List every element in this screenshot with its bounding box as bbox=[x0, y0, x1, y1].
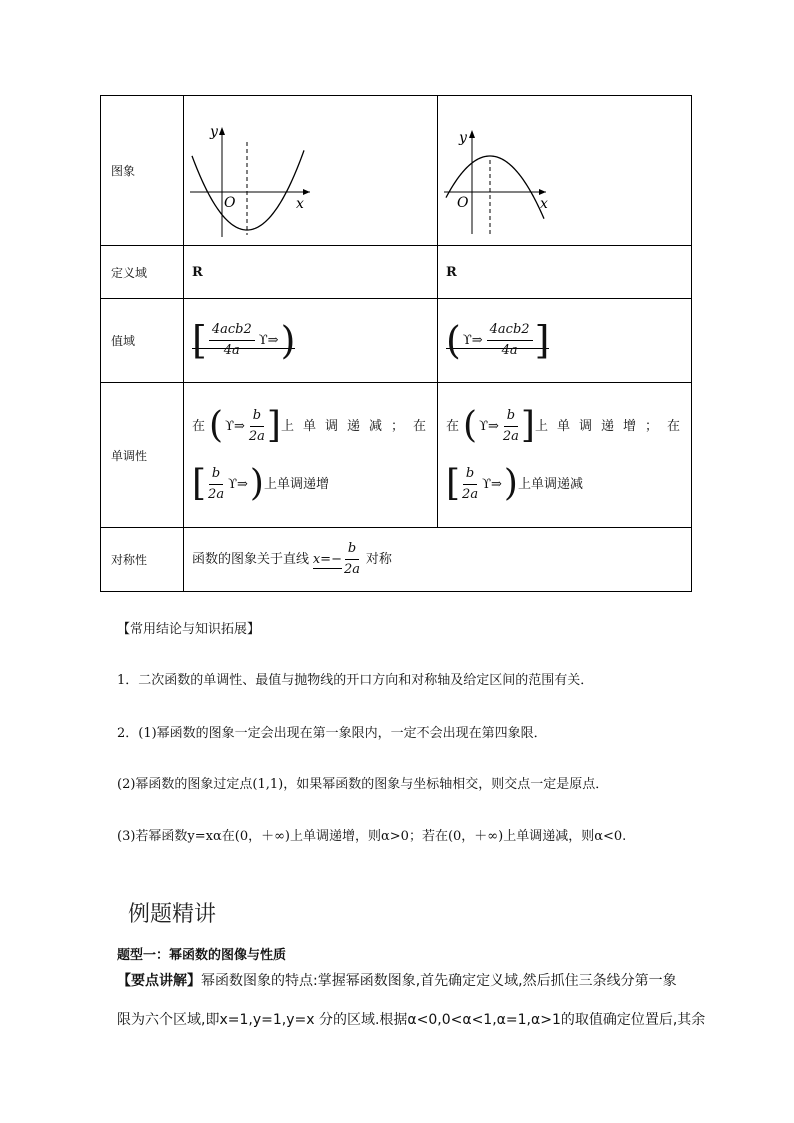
key-paragraph-line1 bbox=[117, 970, 677, 990]
topic-title: 题型一：幂函数的图像与性质 bbox=[117, 948, 287, 963]
range-left-interval: [ $\frac{\text{4acb2}}{4a}$ ϒ⇒) bbox=[192, 318, 296, 363]
range-right-interval: ( ϒ⇒ $\frac{\text{4acb2}}{4a}$ ] bbox=[446, 318, 550, 363]
parabola-up-graph bbox=[184, 96, 437, 242]
y-label: y bbox=[210, 124, 218, 140]
mono-right bbox=[438, 383, 692, 528]
list-item: 1．二次函数的单调性、最值与抛物线的开口方向和对称轴及给定区间的范围有关． bbox=[117, 673, 594, 688]
row-label-range: 值域 bbox=[101, 299, 184, 383]
key-text: 幂函数图象的特点:掌握幂函数图象,首先确定定义域,然后抓住三条线分第一象 bbox=[201, 973, 677, 989]
row-label-graph: 图象 bbox=[101, 96, 184, 246]
mono-right-line1: 在 ( ϒ⇒ $\frac{b}{2a}$ ] 上单调递增；在 bbox=[446, 405, 689, 446]
x-label: x bbox=[296, 196, 304, 212]
range-right bbox=[438, 299, 692, 383]
key-label: 【要点讲解】 bbox=[117, 973, 201, 989]
mono-left-line1: 在 ( ϒ⇒ $\frac{b}{2a}$ ] 上单调递减；在 bbox=[192, 405, 435, 446]
domain-left bbox=[184, 246, 438, 299]
row-label-symmetry: 对称性 bbox=[101, 528, 184, 592]
section-heading: 例题精讲 bbox=[128, 902, 217, 927]
domain-right bbox=[438, 246, 692, 299]
list-item: (2)幂函数的图象过定点(1,1)，如果幂函数的图象与坐标轴相交，则交点一定是原点． bbox=[117, 777, 609, 792]
parabola-curve bbox=[192, 150, 304, 230]
parabola-down-graph bbox=[438, 96, 691, 242]
quadratic-properties-table bbox=[100, 95, 692, 592]
y-label: y bbox=[459, 130, 467, 146]
list-item: (3)若幂函数y=xα在(0，＋∞)上单调递增，则α>0；若在(0，＋∞)上单调递减，则α<0. bbox=[117, 829, 627, 844]
y-axis-arrow bbox=[469, 130, 475, 138]
key-paragraph-line2: 限为六个区域,即x=1,y=1,y=x 分的区域.根据α<0,0<α<1,α=1,α>1的取值确定位置后,其余 bbox=[117, 1012, 706, 1028]
x-axis-arrow bbox=[303, 189, 310, 195]
mono-left bbox=[184, 383, 438, 528]
section-tag: 【常用结论与知识拓展】 bbox=[117, 622, 261, 637]
row-label-domain: 定义域 bbox=[101, 246, 184, 299]
origin-label: O bbox=[457, 195, 469, 211]
graph-cell-upward bbox=[184, 96, 438, 246]
symmetry-cell: 函数的图象关于直线 x=− $\frac{b}{2a}$ 对称 bbox=[184, 528, 692, 592]
domain-left-value: R bbox=[192, 264, 203, 280]
x-label: x bbox=[540, 196, 548, 212]
x-axis-arrow bbox=[539, 189, 546, 195]
mono-left-line2: [ $\frac{b}{2a}$ ϒ⇒ ) 上单调递增 bbox=[192, 463, 329, 504]
symmetry-equation: x=− bbox=[312, 552, 342, 567]
range-left bbox=[184, 299, 438, 383]
list-item: 2．(1)幂函数的图象一定会出现在第一象限内，一定不会出现在第四象限． bbox=[117, 726, 547, 741]
y-axis-arrow bbox=[219, 127, 225, 135]
origin-label: O bbox=[224, 195, 236, 211]
mono-right-line2: [ $\frac{b}{2a}$ ϒ⇒ ) 上单调递减 bbox=[446, 463, 583, 504]
graph-cell-downward bbox=[438, 96, 692, 246]
domain-right-value: R bbox=[446, 264, 457, 280]
row-label-monotonic: 单调性 bbox=[101, 383, 184, 528]
